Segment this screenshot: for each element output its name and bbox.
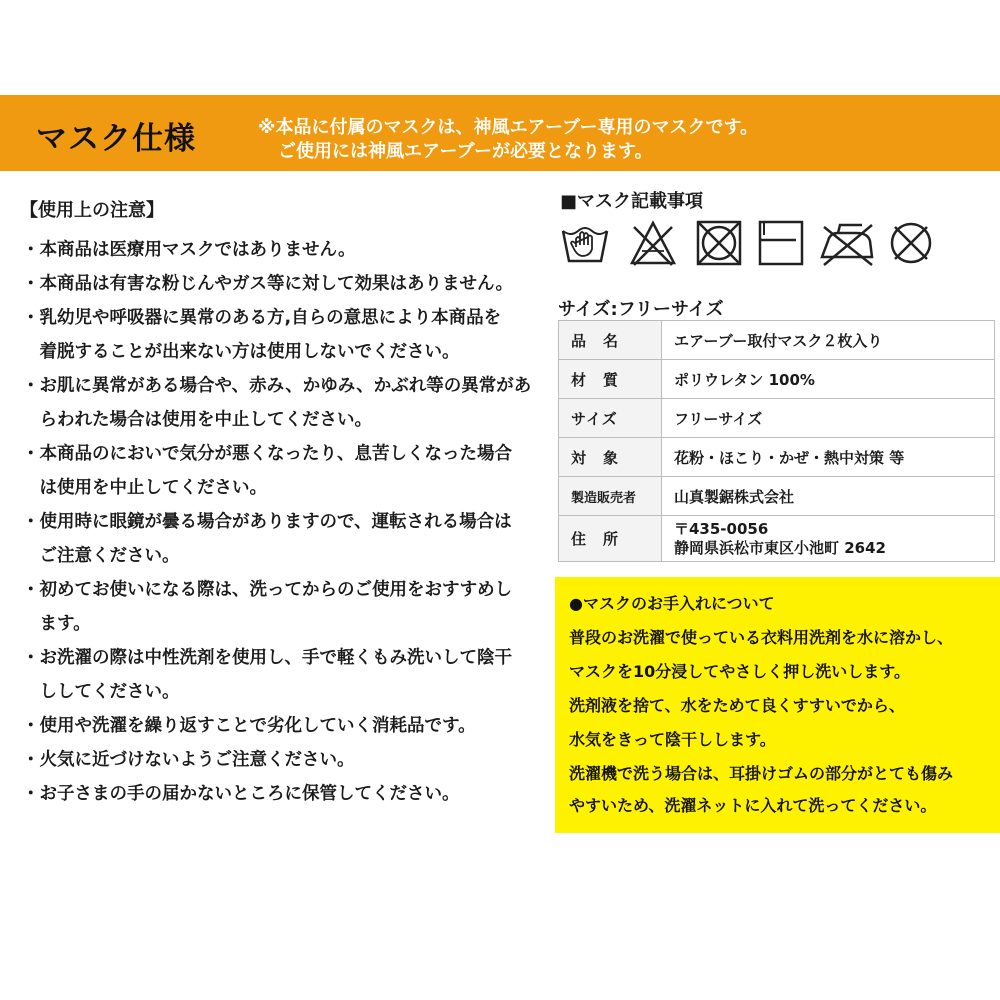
care-line: 水気をきって陰干しします。 [569, 730, 776, 749]
notes-line: ・お肌に異常がある場合や、赤み、かゆみ、かぶれ等の異常があ [22, 376, 532, 396]
spec-key: 品 名 [559, 321, 662, 360]
table-row [559, 516, 995, 562]
notes-line: ご注意ください。 [22, 546, 180, 566]
banner-note-line1: ※本品に付属のマスクは、神風エアーブー専用のマスクです。 [258, 117, 759, 138]
spec-value [662, 516, 995, 562]
spec-key: 製造販売者 [559, 477, 662, 516]
banner-title: マスク仕様 [36, 121, 196, 157]
no-tumble-dry-icon [694, 219, 744, 267]
no-iron-icon [816, 219, 878, 267]
address-postal: 〒435-0056 [674, 519, 769, 538]
line-dry-icon [756, 219, 806, 267]
notes-heading: 【使用上の注意】 [20, 200, 164, 221]
spec-key: サイズ [559, 399, 662, 438]
no-bleach-icon [628, 219, 678, 267]
spec-value: ポリウレタン 100% [662, 360, 995, 399]
notes-line: ・お子さまの手の届かないところに保管してください。 [22, 784, 460, 804]
care-heading: ●マスクのお手入れについて [569, 594, 775, 613]
spec-key: 材 質 [559, 360, 662, 399]
label-heading: ■マスク記載事項 [560, 191, 704, 212]
notes-line: ・本商品のにおいで気分が悪くなったり、息苦しくなった場合 [22, 444, 512, 464]
spec-key: 対 象 [559, 438, 662, 477]
hand-wash-icon [560, 219, 610, 267]
address-street: 静岡県浜松市東区小池町 2642 [674, 538, 886, 557]
care-instructions-box [555, 577, 1000, 833]
table-row [559, 399, 995, 438]
notes-line: らわれた場合は使用を中止してください。 [22, 410, 372, 430]
spec-key: 住 所 [559, 516, 662, 562]
spec-table [558, 320, 995, 562]
spec-value: 山真製鋸株式会社 [662, 477, 995, 516]
notes-line: ・本商品は医療用マスクではありません。 [22, 240, 356, 260]
notes-line: ・使用や洗濯を繰り返すことで劣化していく消耗品です。 [22, 716, 476, 736]
table-row [559, 438, 995, 477]
care-line: マスクを10分浸してやさしく押し洗いします。 [569, 662, 910, 681]
notes-line: ・初めてお使いになる際は、洗ってからのご使用をおすすめし [22, 580, 513, 600]
spec-value: エアーブー取付マスク２枚入り [662, 321, 995, 360]
notes-line: ・火気に近づけないようご注意ください。 [22, 750, 355, 770]
notes-line: ・乳幼児や呼吸器に異常のある方,自らの意思により本商品を [22, 308, 502, 328]
no-dry-clean-icon [886, 219, 936, 267]
care-line: 洗剤液を捨て、水をためて良くすすいでから、 [569, 696, 905, 715]
size-heading: サイズ:フリーサイズ [558, 299, 724, 320]
spec-value: 花粉・ほこり・かぜ・熱中対策 等 [662, 438, 995, 477]
banner-note-line2: ご使用には神風エアーブーが必要となります。 [278, 141, 653, 162]
spec-value: フリーサイズ [662, 399, 995, 438]
notes-line: 着脱することが出来ない方は使用しないでください。 [22, 342, 460, 362]
notes-line: は使用を中止してください。 [22, 478, 267, 498]
care-line: やすいため、洗濯ネットに入れて洗ってください。 [569, 796, 937, 815]
table-row [559, 477, 995, 516]
notes-line: ます。 [22, 614, 91, 634]
notes-line: ししてください。 [22, 682, 180, 702]
notes-line: ・本商品は有害な粉じんやガス等に対して効果はありません。 [22, 274, 514, 294]
table-row [559, 321, 995, 360]
care-line: 洗濯機で洗う場合は、耳掛けゴムの部分がとても傷み [569, 764, 954, 783]
care-line: 普段のお洗濯で使っている衣料用洗剤を水に溶かし、 [569, 628, 954, 647]
notes-line: ・お洗濯の際は中性洗剤を使用し、手で軽くもみ洗いして陰干 [22, 648, 512, 668]
table-row [559, 360, 995, 399]
spec-banner [0, 95, 1000, 171]
notes-line: ・使用時に眼鏡が曇る場合がありますので、運転される場合は [22, 512, 512, 532]
care-symbols [560, 219, 960, 269]
